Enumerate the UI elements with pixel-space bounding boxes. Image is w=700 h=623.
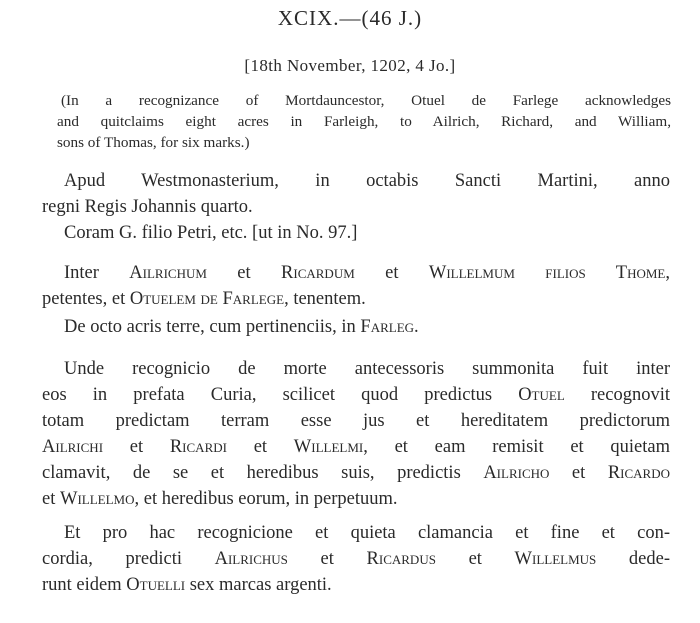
text-line: Et pro hac recognicione et quieta clamancia et fine et con- <box>64 523 670 543</box>
text-line: runt eidem Otuelli sex marcas argenti. <box>42 575 332 595</box>
text-line: clamavit, de se et heredibus suis, predictis Ailricho et Ricardo <box>42 463 670 483</box>
paragraph-parties <box>42 260 670 312</box>
text-line: Inter Ailrichum et Ricardum et Willelmum filios Thome, <box>64 263 670 283</box>
paragraph-recognizance <box>42 356 670 512</box>
person-name: Otuel <box>518 385 565 405</box>
person-name: Willelmi <box>293 437 364 457</box>
paragraph-place-date <box>42 168 670 220</box>
text-line: eos in prefata Curia, scilicet quod predictus Otuel recognovit <box>42 385 670 405</box>
person-name: Willelmus <box>514 549 597 569</box>
text-line: totam predictam terram esse jus et hereditatem predictorum <box>42 411 670 431</box>
text-line: De octo acris terre, cum pertinenciis, in Farleg. <box>64 317 419 337</box>
charter-dateline: [18th November, 1202, 4 Jo.] <box>244 56 456 75</box>
person-name: Ailrichum <box>129 263 207 283</box>
paragraph-property <box>42 314 670 340</box>
abstract-line: (In a recognizance of Mortdauncestor, Otuel de Farlege acknowledges <box>61 92 671 109</box>
charter-number-heading: XCIX.—(46 J.) <box>277 6 423 30</box>
text-line: regni Regis Johannis quarto. <box>42 197 253 217</box>
text-line: Coram G. filio Petri, etc. [ut in No. 97.] <box>64 223 358 243</box>
abstract-line: sons of Thomas, for six marks.) <box>57 134 250 151</box>
person-name: Ailricho <box>483 463 550 483</box>
text-line: et Willelmo, et heredibus eorum, in perpetuum. <box>42 489 398 509</box>
person-name: Ricardus <box>366 549 436 569</box>
person-name: Willelmum filios Thome <box>428 263 666 283</box>
text-line: Unde recognicio de morte antecessoris summonita fuit inter <box>64 359 670 379</box>
text-line: Ailrichi et Ricardi et Willelmi, et eam remisit et quietam <box>42 437 670 457</box>
person-name: Ricardi <box>169 437 227 457</box>
text-line: Apud Westmonasterium, in octabis Sancti Martini, anno <box>64 171 670 191</box>
text-line: petentes, et Otuelem de Farlege, tenentem. <box>42 289 366 309</box>
person-name: Ailrichus <box>214 549 288 569</box>
person-name: Willelmo <box>59 489 135 509</box>
english-abstract <box>57 90 671 153</box>
person-name: Ricardum <box>281 263 355 283</box>
abstract-line: and quitclaims eight acres in Farleigh, to Ailrich, Richard, and William, <box>57 113 671 130</box>
paragraph-coram <box>42 220 670 246</box>
place-name: Farleg <box>360 317 415 337</box>
person-name: Otuelem de Farlege <box>129 289 285 309</box>
paragraph-consideration <box>42 520 670 598</box>
person-name: Otuelli <box>126 575 186 595</box>
text-line: cordia, predicti Ailrichus et Ricardus et Willelmus dede- <box>42 549 670 569</box>
person-name: Ricardo <box>607 463 670 483</box>
person-name: Ailrichi <box>42 437 104 457</box>
